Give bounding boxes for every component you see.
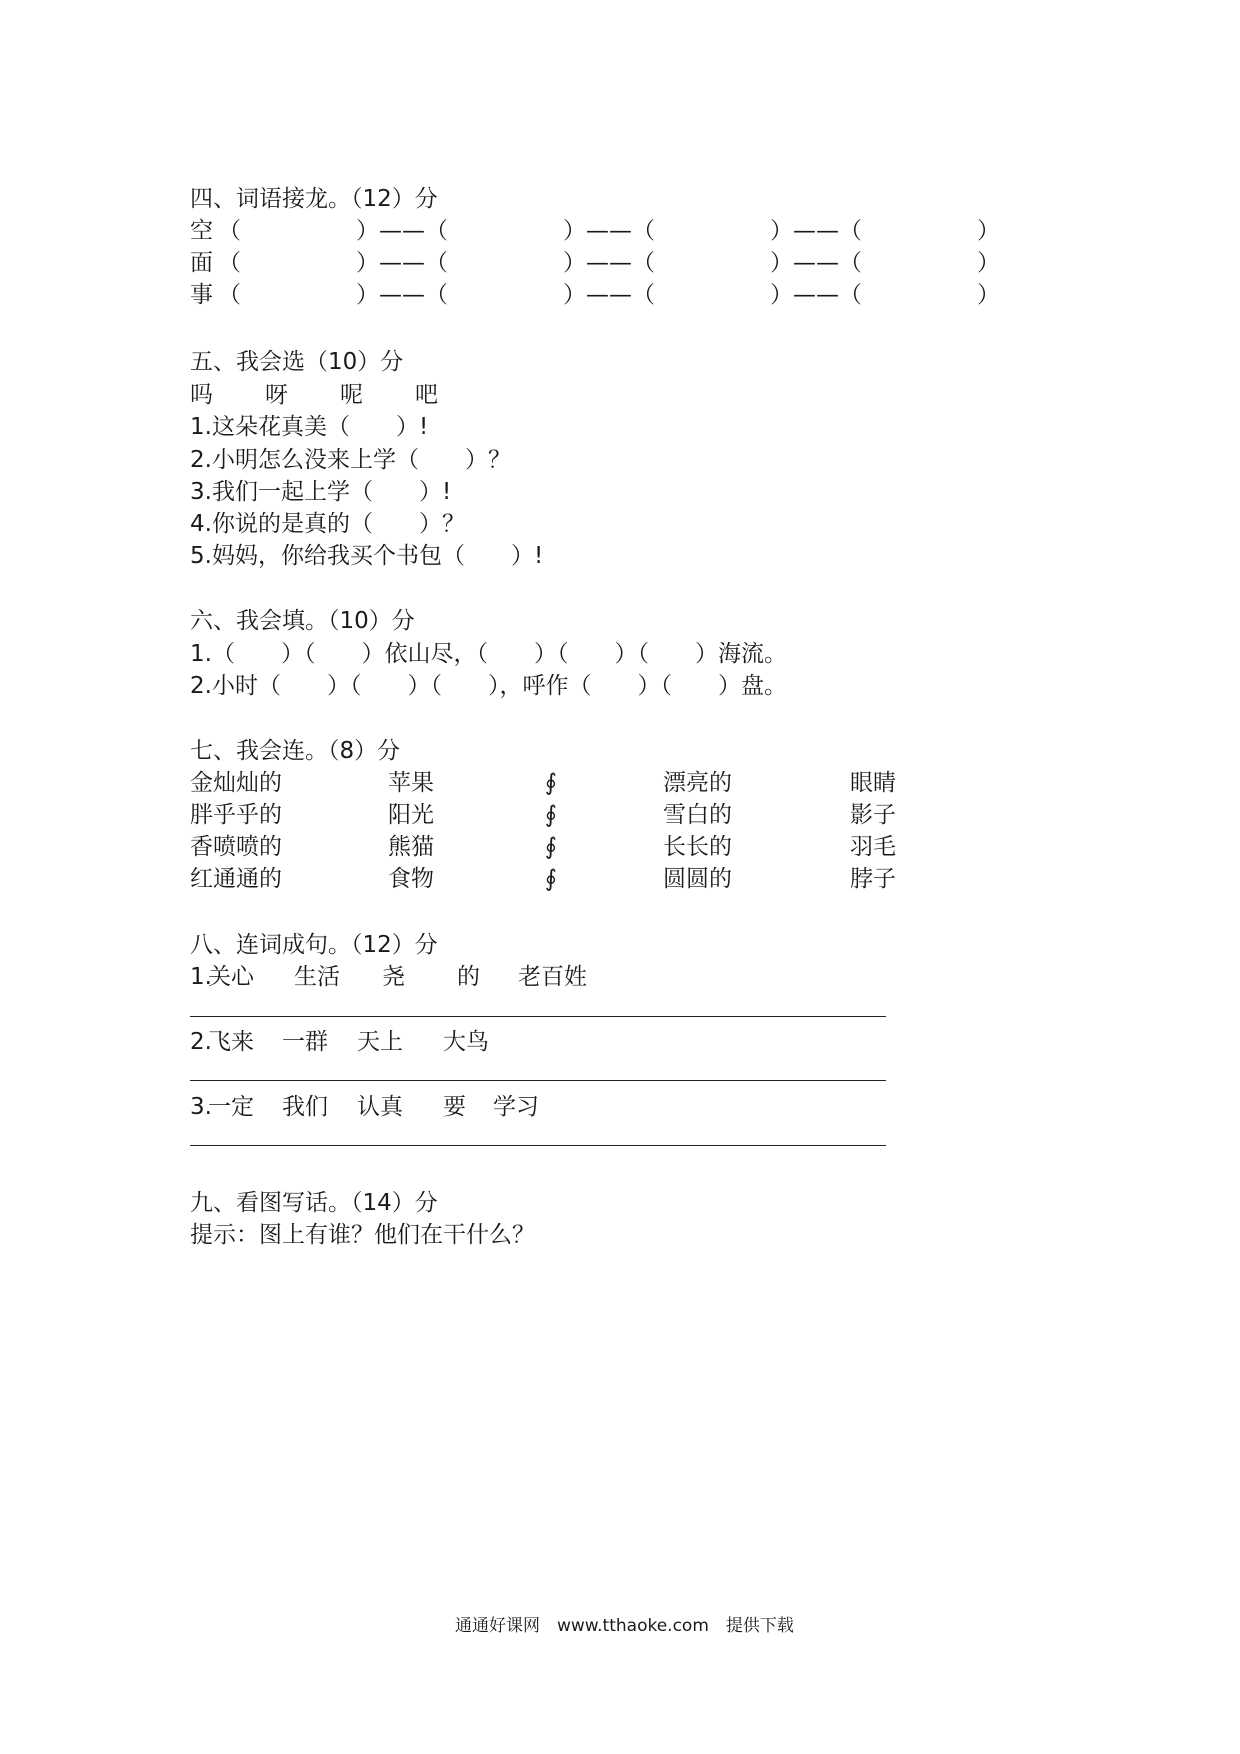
integral-mark: ∮ [545, 802, 557, 828]
question-item: 3.我们一起上学（ ）! [190, 479, 452, 505]
section-6-title: 六、我会填。（10）分 [190, 608, 415, 634]
word-chip: 老百姓 [518, 964, 587, 990]
word-chip: 飞来 [208, 1029, 254, 1055]
match-noun-left: 食物 [388, 866, 434, 892]
match-adjective-left: 胖乎乎的 [190, 802, 282, 828]
section-8-title: 八、连词成句。（12）分 [190, 932, 438, 958]
question-item: 5.妈妈，你给我买个书包（ ）! [190, 543, 544, 569]
word-chip: 一定 [208, 1094, 254, 1120]
answer-line [190, 1080, 886, 1081]
integral-mark: ∮ [545, 866, 557, 892]
chain-start-2: 面 [190, 250, 213, 276]
integral-mark: ∮ [545, 770, 557, 796]
fill-item: 1.（ ）（ ）依山尽，（ ）（ ）（ ）海流。 [190, 641, 787, 667]
match-adjective-left: 香喷喷的 [190, 834, 282, 860]
word-chip: 尧 [382, 964, 405, 990]
chain-blanks-1: （ ）——（ ）——（ ）——（ ） [218, 218, 1000, 244]
section-5-title: 五、我会选（10）分 [190, 349, 404, 375]
word-chip: 认真 [357, 1094, 403, 1120]
hint-text: 提示：图上有谁？他们在干什么？ [190, 1222, 535, 1248]
item-number: 1. [190, 964, 212, 990]
word-chip: 要 [443, 1094, 466, 1120]
word-chip: 天上 [357, 1029, 403, 1055]
question-item: 4.你说的是真的（ ）？ [190, 511, 465, 537]
word-chip: 的 [457, 964, 480, 990]
answer-line [190, 1016, 886, 1017]
match-noun-right: 羽毛 [850, 834, 896, 860]
option-word: 呢 [340, 382, 363, 408]
chain-start-1: 空 [190, 218, 213, 244]
section-4-title: 四、词语接龙。（12）分 [190, 186, 438, 212]
word-chip: 生活 [294, 964, 340, 990]
option-word: 吧 [415, 382, 438, 408]
word-chip: 关心 [208, 964, 254, 990]
answer-line [190, 1145, 886, 1146]
option-word: 呀 [265, 382, 288, 408]
match-noun-left: 熊猫 [388, 834, 434, 860]
word-chip: 我们 [282, 1094, 328, 1120]
match-noun-right: 脖子 [850, 866, 896, 892]
match-adjective-right: 漂亮的 [663, 770, 732, 796]
chain-start-3: 事 [190, 282, 213, 308]
match-noun-right: 眼睛 [850, 770, 896, 796]
question-item: 2.小明怎么没来上学（ ）？ [190, 447, 511, 473]
chain-blanks-3: （ ）——（ ）——（ ）——（ ） [218, 282, 1000, 308]
match-adjective-right: 长长的 [663, 834, 732, 860]
match-noun-right: 影子 [850, 802, 896, 828]
section-9-title: 九、看图写话。（14）分 [190, 1190, 438, 1216]
word-chip: 大鸟 [443, 1029, 489, 1055]
chain-blanks-2: （ ）——（ ）——（ ）——（ ） [218, 250, 1000, 276]
match-noun-left: 苹果 [388, 770, 434, 796]
fill-item: 2.小时（ ）（ ）（ ），呼作（ ）（ ）盘。 [190, 673, 787, 699]
match-adjective-left: 金灿灿的 [190, 770, 282, 796]
item-number: 3. [190, 1094, 212, 1120]
question-item: 1.这朵花真美（ ）! [190, 414, 429, 440]
match-adjective-right: 雪白的 [663, 802, 732, 828]
footer-source: 通通好课网 www.tthaoke.com 提供下载 [455, 1616, 794, 1636]
match-adjective-right: 圆圆的 [663, 866, 732, 892]
match-adjective-left: 红通通的 [190, 866, 282, 892]
word-chip: 学习 [493, 1094, 539, 1120]
option-word: 吗 [190, 382, 213, 408]
integral-mark: ∮ [545, 834, 557, 860]
item-number: 2. [190, 1029, 212, 1055]
word-chip: 一群 [282, 1029, 328, 1055]
match-noun-left: 阳光 [388, 802, 434, 828]
section-7-title: 七、我会连。（8）分 [190, 738, 401, 764]
